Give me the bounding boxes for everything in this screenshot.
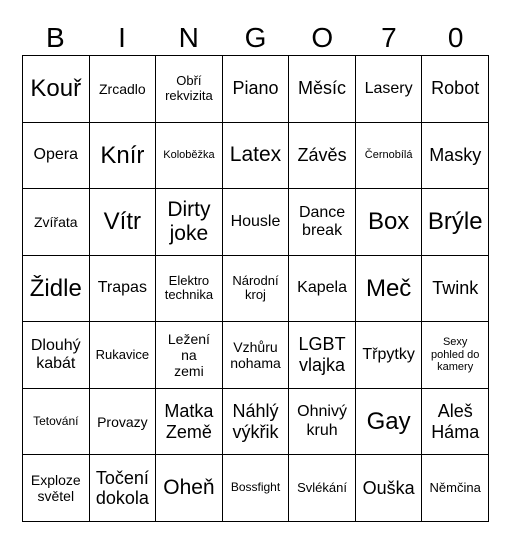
bingo-cell: Zrcadlo xyxy=(90,56,157,123)
bingo-cell: Dance break xyxy=(289,189,356,256)
bingo-cell: LGBT vlajka xyxy=(289,322,356,389)
bingo-cell: Dirty joke xyxy=(156,189,223,256)
bingo-cell: Ležení na zemi xyxy=(156,322,223,389)
bingo-cell: Vítr xyxy=(90,189,157,256)
bingo-cell: Meč xyxy=(356,256,423,323)
bingo-cell: Ohnivý kruh xyxy=(289,389,356,456)
bingo-cell: Kouř xyxy=(23,56,90,123)
bingo-cell: Lasery xyxy=(356,56,423,123)
title-letter: B xyxy=(46,22,65,53)
title-letter: O xyxy=(311,22,334,53)
bingo-cell: Opera xyxy=(23,123,90,190)
bingo-cell: Obří rekvizita xyxy=(156,56,223,123)
bingo-cell: Bossfight xyxy=(223,455,290,522)
bingo-board xyxy=(22,55,489,522)
bingo-cell: Točení dokola xyxy=(90,455,157,522)
bingo-cell: Rukavice xyxy=(90,322,157,389)
bingo-cell: Box xyxy=(356,189,423,256)
title-letter: 7 xyxy=(381,22,397,53)
bingo-cell: Exploze světel xyxy=(23,455,90,522)
bingo-cell: Dlouhý kabát xyxy=(23,322,90,389)
bingo-cell: Latex xyxy=(223,123,290,190)
title-letter: 0 xyxy=(447,22,464,53)
bingo-cell: Třpytky xyxy=(356,322,423,389)
bingo-cell: Svlékání xyxy=(289,455,356,522)
bingo-cell: Černobílá xyxy=(356,123,423,190)
bingo-cell: Trapas xyxy=(90,256,157,323)
bingo-cell: Národní kroj xyxy=(223,256,290,323)
title-letter: N xyxy=(178,22,199,53)
bingo-cell: Ouška xyxy=(356,455,423,522)
bingo-cell: Koloběžka xyxy=(156,123,223,190)
bingo-cell: Oheň xyxy=(156,455,223,522)
bingo-cell: Twink xyxy=(422,256,489,323)
bingo-cell: Tetování xyxy=(23,389,90,456)
bingo-cell: Zvířata xyxy=(23,189,90,256)
bingo-cell: Měsíc xyxy=(289,56,356,123)
bingo-cell: Vzhůru nohama xyxy=(223,322,290,389)
bingo-cell: Robot xyxy=(422,56,489,123)
bingo-cell: Náhlý výkřik xyxy=(223,389,290,456)
bingo-cell: Matka Země xyxy=(156,389,223,456)
bingo-cell: Židle xyxy=(23,256,90,323)
bingo-title xyxy=(22,20,489,56)
title-letter: G xyxy=(244,22,267,53)
bingo-cell: Elektro technika xyxy=(156,256,223,323)
bingo-cell: Kapela xyxy=(289,256,356,323)
bingo-cell: Piano xyxy=(223,56,290,123)
bingo-cell: Provazy xyxy=(90,389,157,456)
bingo-cell: Němčina xyxy=(422,455,489,522)
bingo-cell: Knír xyxy=(90,123,157,190)
bingo-cell: Aleš Háma xyxy=(422,389,489,456)
bingo-cell: Závěs xyxy=(289,123,356,190)
bingo-cell: Masky xyxy=(422,123,489,190)
bingo-cell: Gay xyxy=(356,389,423,456)
title-letter: I xyxy=(118,22,126,53)
bingo-cell: Sexy pohled do kamery xyxy=(422,322,489,389)
bingo-cell: Housle xyxy=(223,189,290,256)
bingo-cell: Brýle xyxy=(422,189,489,256)
